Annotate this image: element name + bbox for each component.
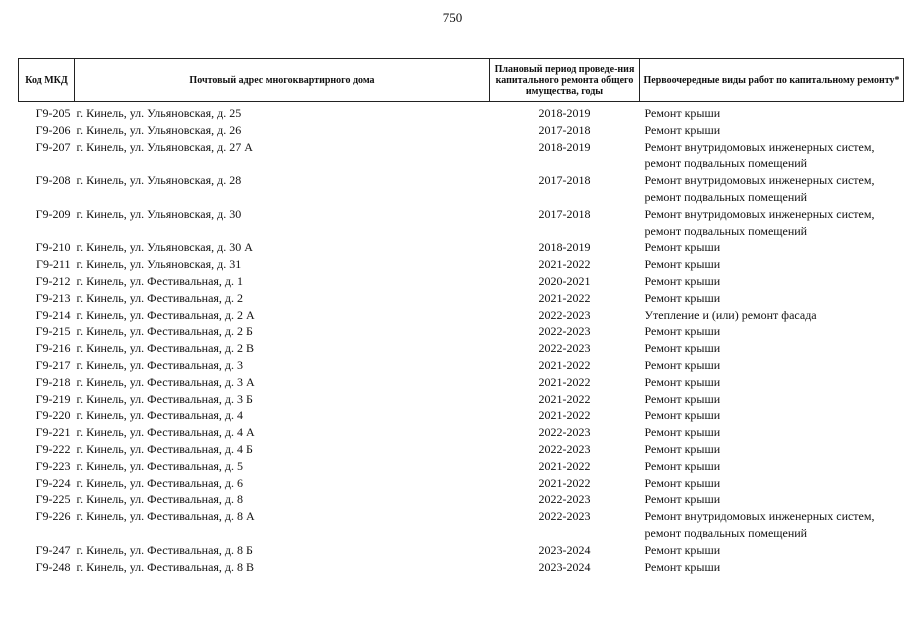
- cell-works: Ремонт внутридомовых инженерных систем, ремонт подвальных помещений: [644, 139, 875, 171]
- cell-address: г. Кинель, ул. Ульяновская, д. 30: [76, 206, 242, 221]
- cell-period: 2018-2019: [538, 106, 591, 120]
- header-address: Почтовый адрес многоквартирного дома: [75, 59, 490, 102]
- table-row: [19, 407, 904, 424]
- cell-code: Г9-208: [35, 173, 71, 188]
- cell-address: г. Кинель, ул. Ульяновская, д. 31: [76, 257, 242, 272]
- cell-address: г. Кинель, ул. Фестивальная, д. 6: [76, 475, 244, 490]
- cell-period: 2023-2024: [538, 559, 591, 574]
- table-header-row: [19, 59, 904, 102]
- cell-period: 2020-2021: [538, 273, 591, 288]
- table-row: [19, 340, 904, 357]
- cell-address: г. Кинель, ул. Фестивальная, д. 8 А: [76, 509, 255, 524]
- cell-address: г. Кинель, ул. Фестивальная, д. 4: [76, 408, 244, 423]
- cell-address: г. Кинель, ул. Ульяновская, д. 25: [76, 106, 242, 120]
- table-row: [19, 102, 904, 122]
- cell-address: г. Кинель, ул. Фестивальная, д. 2 А: [76, 307, 255, 322]
- cell-period: 2021-2022: [538, 458, 591, 473]
- cell-works: Ремонт внутридомовых инженерных систем, ремонт подвальных помещений: [644, 509, 875, 540]
- cell-works: Ремонт крыши: [644, 542, 721, 557]
- table-row: [19, 424, 904, 441]
- cell-period: 2021-2022: [538, 290, 591, 305]
- cell-code: Г9-226: [35, 509, 71, 524]
- table-row: [19, 441, 904, 458]
- cell-works: Ремонт внутридомовых инженерных систем, ремонт подвальных помещений: [644, 206, 875, 238]
- table-row: [19, 542, 904, 559]
- cell-works: Ремонт крыши: [644, 257, 721, 272]
- cell-code: Г9-248: [35, 559, 71, 574]
- cell-period: 2021-2022: [538, 475, 591, 490]
- table-row: [19, 290, 904, 307]
- cell-address: г. Кинель, ул. Фестивальная, д. 8 В: [76, 559, 255, 574]
- table-row: [19, 374, 904, 391]
- cell-works: Ремонт внутридомовых инженерных систем, ремонт подвальных помещений: [644, 173, 875, 204]
- header-works: Первоочередные виды работ по капитальному ремонту*: [640, 59, 904, 102]
- table-row: [19, 458, 904, 475]
- table-row: [19, 206, 904, 240]
- cell-works: Ремонт крыши: [644, 391, 721, 406]
- cell-code: Г9-223: [35, 458, 71, 473]
- cell-address: г. Кинель, ул. Фестивальная, д. 3 А: [76, 374, 255, 389]
- cell-address: г. Кинель, ул. Ульяновская, д. 28: [76, 173, 242, 188]
- table-row: [19, 475, 904, 492]
- repair-plan-table: [18, 58, 904, 575]
- cell-period: 2017-2018: [538, 173, 591, 188]
- cell-code: Г9-220: [35, 408, 71, 423]
- cell-period: 2017-2018: [538, 206, 591, 221]
- cell-period: 2022-2023: [538, 324, 591, 339]
- cell-code: Г9-209: [35, 206, 71, 221]
- cell-code: Г9-217: [35, 357, 71, 372]
- cell-period: 2018-2019: [538, 139, 591, 154]
- cell-address: г. Кинель, ул. Фестивальная, д. 8: [76, 492, 244, 507]
- cell-period: 2022-2023: [538, 492, 591, 507]
- cell-address: г. Кинель, ул. Фестивальная, д. 2 В: [76, 341, 255, 356]
- header-code: Код МКД: [19, 59, 75, 102]
- cell-code: Г9-221: [35, 425, 71, 440]
- cell-code: Г9-205: [35, 106, 71, 120]
- table-row: [19, 172, 904, 206]
- cell-code: Г9-210: [35, 240, 71, 255]
- cell-address: г. Кинель, ул. Фестивальная, д. 8 Б: [76, 542, 253, 557]
- cell-code: Г9-206: [35, 122, 71, 137]
- cell-address: г. Кинель, ул. Фестивальная, д. 2 Б: [76, 324, 253, 339]
- cell-period: 2021-2022: [538, 408, 591, 423]
- cell-works: Ремонт крыши: [644, 357, 721, 372]
- cell-period: 2022-2023: [538, 307, 591, 322]
- cell-period: 2023-2024: [538, 542, 591, 557]
- cell-code: Г9-211: [36, 257, 71, 272]
- cell-works: Ремонт крыши: [644, 408, 721, 423]
- cell-address: г. Кинель, ул. Фестивальная, д. 4 Б: [76, 441, 253, 456]
- cell-address: г. Кинель, ул. Фестивальная, д. 5: [76, 458, 244, 473]
- cell-works: Ремонт крыши: [644, 425, 721, 440]
- cell-works: Ремонт крыши: [644, 273, 721, 288]
- table-row: [19, 559, 904, 576]
- cell-address: г. Кинель, ул. Фестивальная, д. 3 Б: [76, 391, 253, 406]
- table-row: [19, 491, 904, 508]
- cell-works: Ремонт крыши: [644, 122, 721, 137]
- cell-address: г. Кинель, ул. Фестивальная, д. 1: [76, 273, 244, 288]
- cell-code: Г9-219: [35, 391, 71, 406]
- table-body: [19, 102, 904, 576]
- table-row: [19, 239, 904, 256]
- cell-period: 2021-2022: [538, 257, 591, 272]
- cell-code: Г9-213: [35, 290, 71, 305]
- cell-works: Ремонт крыши: [644, 458, 721, 473]
- table-row: [19, 391, 904, 408]
- cell-address: г. Кинель, ул. Ульяновская, д. 30 А: [76, 240, 253, 255]
- cell-works: Ремонт крыши: [644, 341, 721, 356]
- cell-works: Ремонт крыши: [644, 559, 721, 574]
- cell-works: Ремонт крыши: [644, 374, 721, 389]
- cell-address: г. Кинель, ул. Фестивальная, д. 3: [76, 357, 244, 372]
- cell-works: Ремонт крыши: [644, 441, 721, 456]
- cell-works: Ремонт крыши: [644, 475, 721, 490]
- table-row: [19, 357, 904, 374]
- cell-period: 2022-2023: [538, 425, 591, 440]
- cell-code: Г9-247: [35, 542, 71, 557]
- cell-code: Г9-218: [35, 374, 71, 389]
- cell-code: Г9-214: [35, 307, 71, 322]
- cell-works: Ремонт крыши: [644, 290, 721, 305]
- table-row: [19, 323, 904, 340]
- cell-code: Г9-207: [35, 139, 71, 154]
- cell-works: Ремонт крыши: [644, 106, 721, 120]
- cell-works: Ремонт крыши: [644, 240, 721, 255]
- cell-period: 2021-2022: [538, 374, 591, 389]
- cell-period: 2022-2023: [538, 441, 591, 456]
- cell-code: Г9-212: [35, 273, 71, 288]
- cell-period: 2022-2023: [538, 341, 591, 356]
- header-period: Плановый период проведе-ния капитального ремонта общего имущества, годы: [490, 59, 640, 102]
- cell-period: 2017-2018: [538, 122, 591, 137]
- cell-works: Утепление и (или) ремонт фасада: [644, 307, 817, 322]
- cell-code: Г9-215: [35, 324, 71, 339]
- cell-works: Ремонт крыши: [644, 324, 721, 339]
- table-row: [19, 307, 904, 324]
- table-row: [19, 256, 904, 273]
- cell-address: г. Кинель, ул. Ульяновская, д. 26: [76, 122, 242, 137]
- cell-code: Г9-216: [35, 341, 71, 356]
- cell-address: г. Кинель, ул. Фестивальная, д. 2: [76, 290, 244, 305]
- cell-period: 2018-2019: [538, 240, 591, 255]
- cell-works: Ремонт крыши: [644, 492, 721, 507]
- cell-code: Г9-225: [35, 492, 71, 507]
- cell-address: г. Кинель, ул. Фестивальная, д. 4 А: [76, 425, 255, 440]
- page-number: 750: [442, 10, 463, 25]
- table-row: [19, 139, 904, 173]
- cell-code: Г9-224: [35, 475, 71, 490]
- table-row: [19, 273, 904, 290]
- cell-period: 2021-2022: [538, 391, 591, 406]
- cell-period: 2021-2022: [538, 357, 591, 372]
- table-row: [19, 508, 904, 542]
- cell-period: 2022-2023: [538, 509, 591, 524]
- cell-code: Г9-222: [35, 441, 71, 456]
- cell-address: г. Кинель, ул. Ульяновская, д. 27 А: [76, 139, 253, 154]
- table-row: [19, 122, 904, 139]
